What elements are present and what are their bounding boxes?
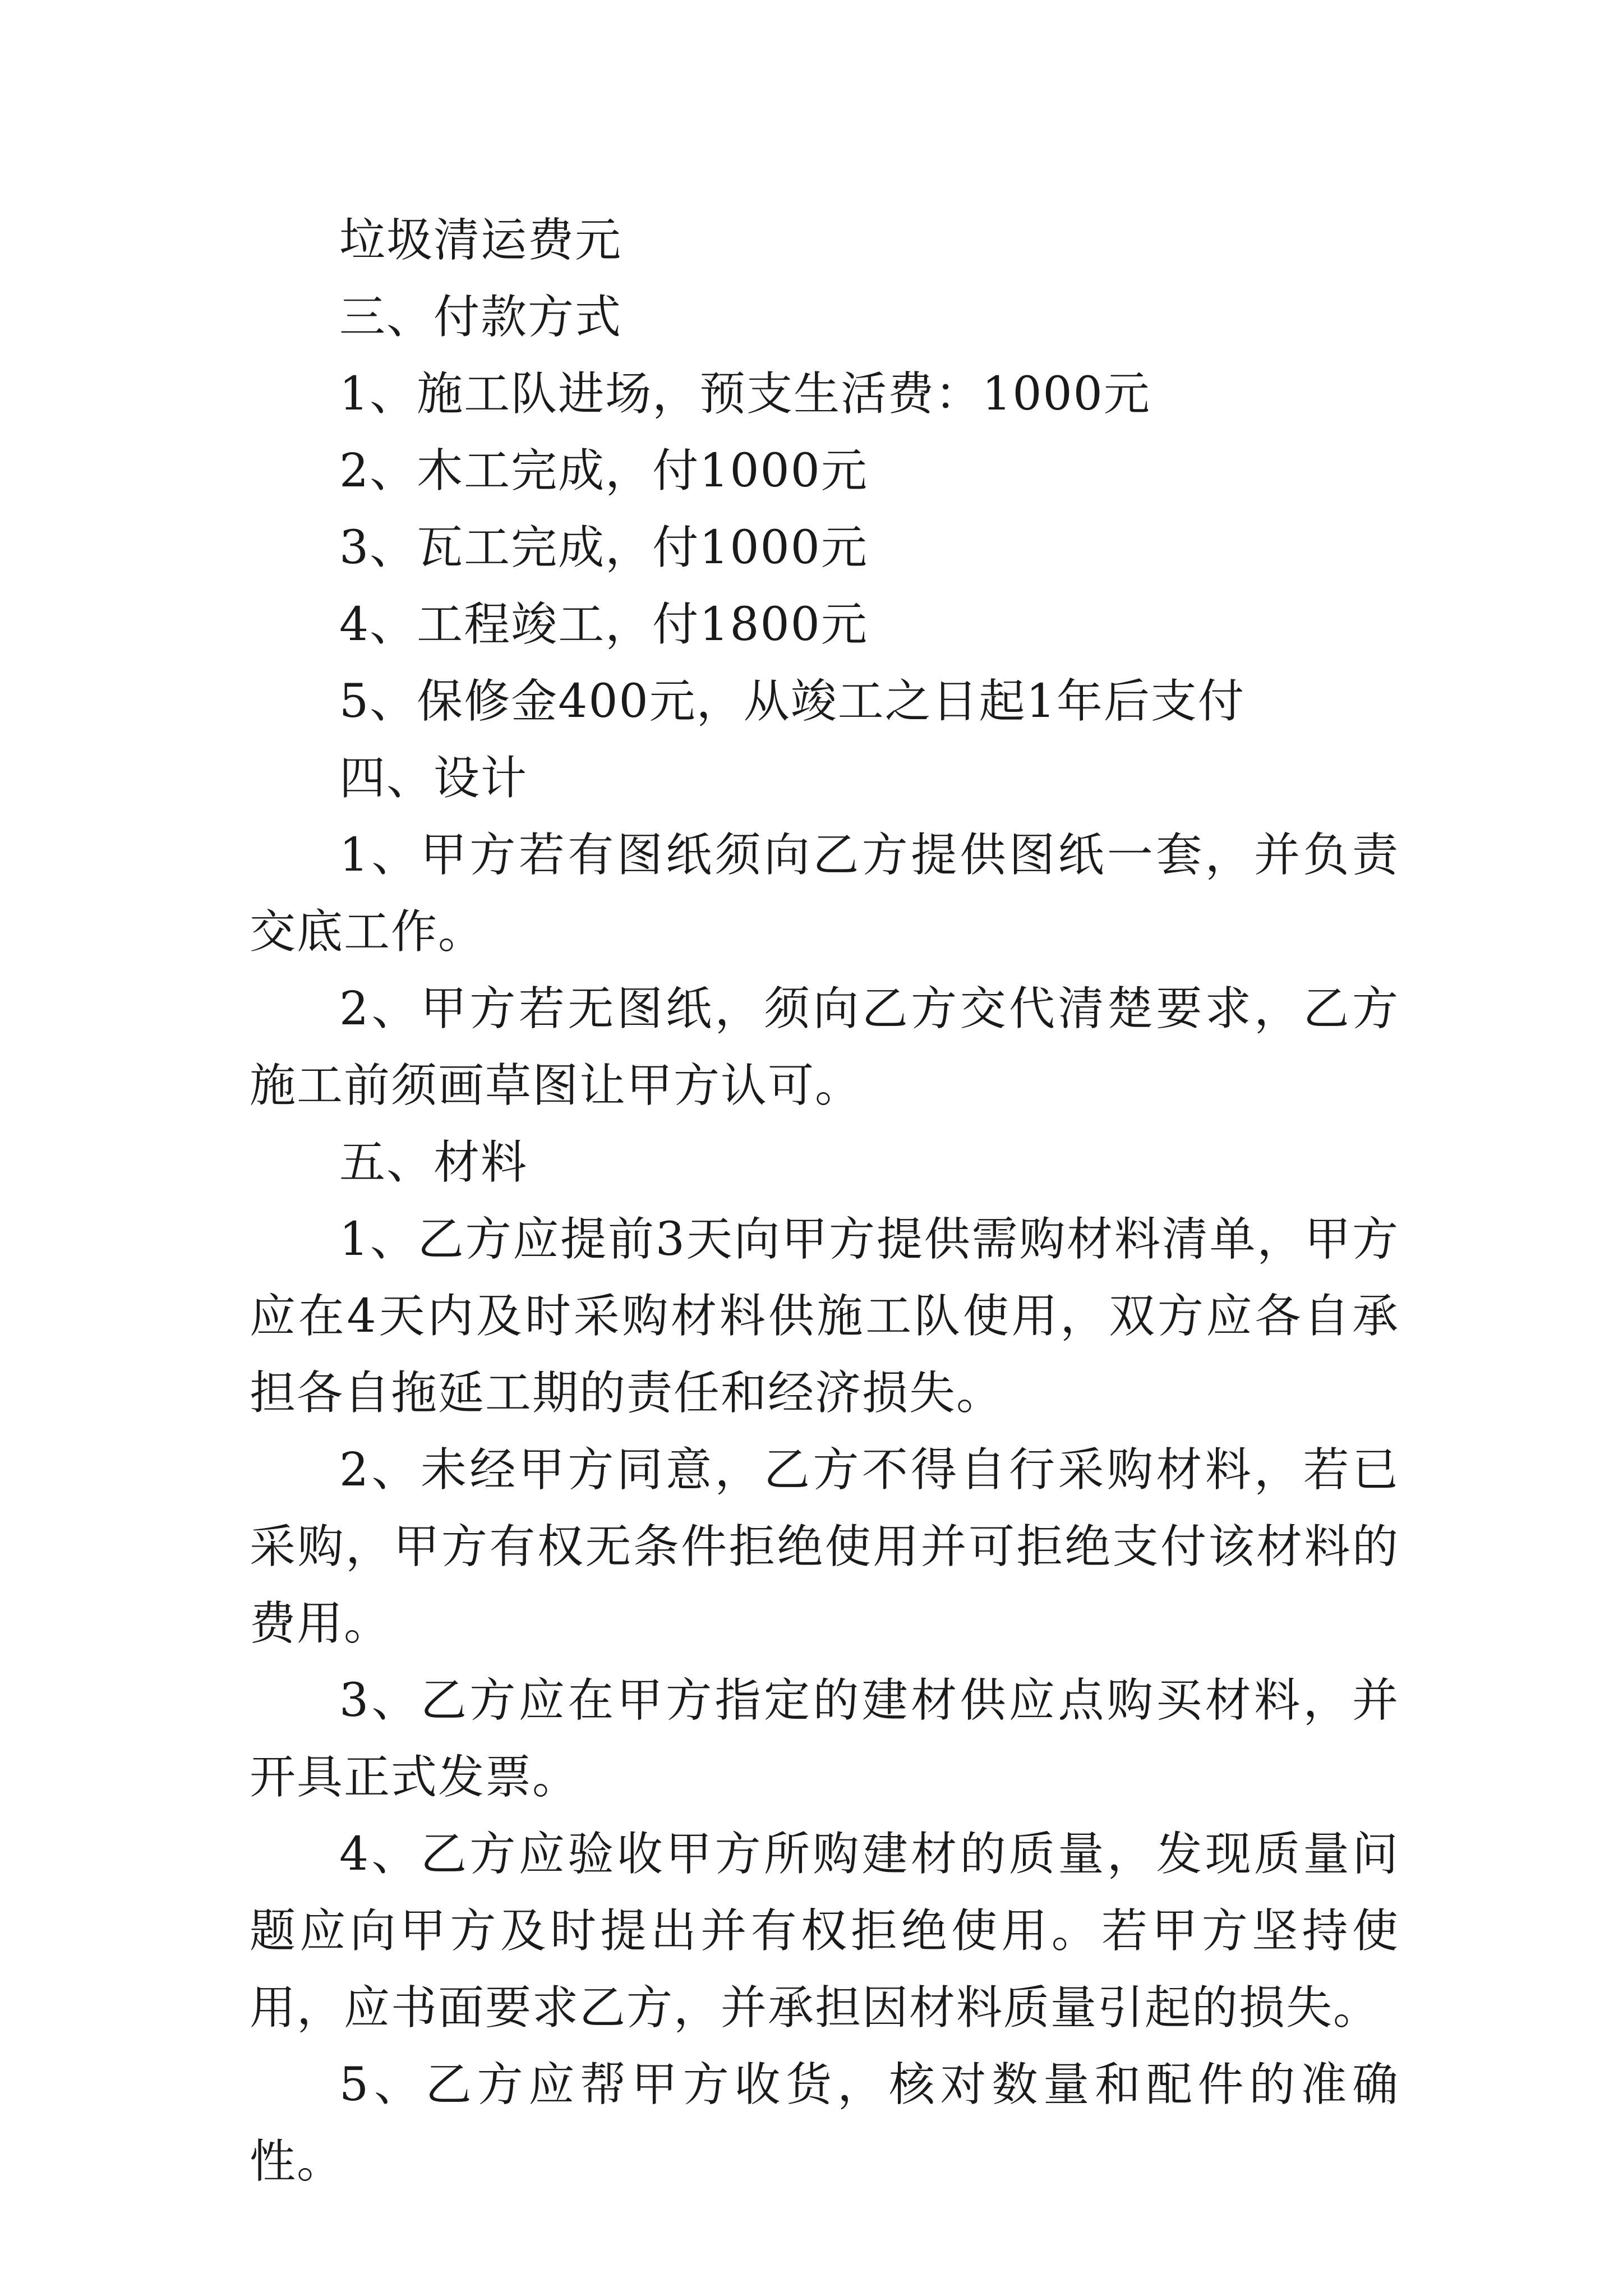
- heading-materials: 五、材料: [339, 1136, 528, 1189]
- heading-payment-method: 三、付款方式: [339, 291, 623, 344]
- paragraph-payment-5: 5、保修金400元，从竣工之日起1年后支付: [339, 675, 1245, 728]
- document-body: [250, 202, 1399, 2200]
- paragraph-materials-4: 4、乙方应验收甲方所购建材的质量，发现质量问题应向甲方及时提出并有权拒绝使用。若甲方坚持使用，应书面要求乙方，并承担因材料质量引起的损失。: [250, 1828, 1399, 2035]
- paragraph-design-1: 1、甲方若有图纸须向乙方提供图纸一套，并负责交底工作。: [250, 829, 1399, 959]
- paragraph-materials-5: 5、乙方应帮甲方收货，核对数量和配件的准确性。: [250, 2058, 1399, 2188]
- heading-design: 四、设计: [339, 752, 528, 805]
- paragraph-materials-3: 3、乙方应在甲方指定的建材供应点购买材料，并开具正式发票。: [250, 1674, 1399, 1804]
- paragraph-garbage-fee: 垃圾清运费元: [339, 214, 623, 267]
- paragraph-payment-1: 1、施工队进场，预支生活费：1000元: [339, 367, 1151, 421]
- paragraph-materials-1: 1、乙方应提前3天向甲方提供需购材料清单，甲方应在4天内及时采购材料供施工队使用，双方应各自承担各自拖延工期的责任和经济损失。: [250, 1213, 1399, 1420]
- paragraph-design-2: 2、甲方若无图纸，须向乙方交代清楚要求，乙方施工前须画草图让甲方认可。: [250, 982, 1399, 1112]
- paragraph-payment-2: 2、木工完成，付1000元: [339, 444, 868, 498]
- paragraph-materials-2: 2、未经甲方同意，乙方不得自行采购材料，若已采购，甲方有权无条件拒绝使用并可拒绝支付该材料的费用。: [250, 1443, 1399, 1650]
- paragraph-payment-4: 4、工程竣工，付1800元: [339, 598, 868, 651]
- paragraph-payment-3: 3、瓦工完成，付1000元: [339, 521, 868, 574]
